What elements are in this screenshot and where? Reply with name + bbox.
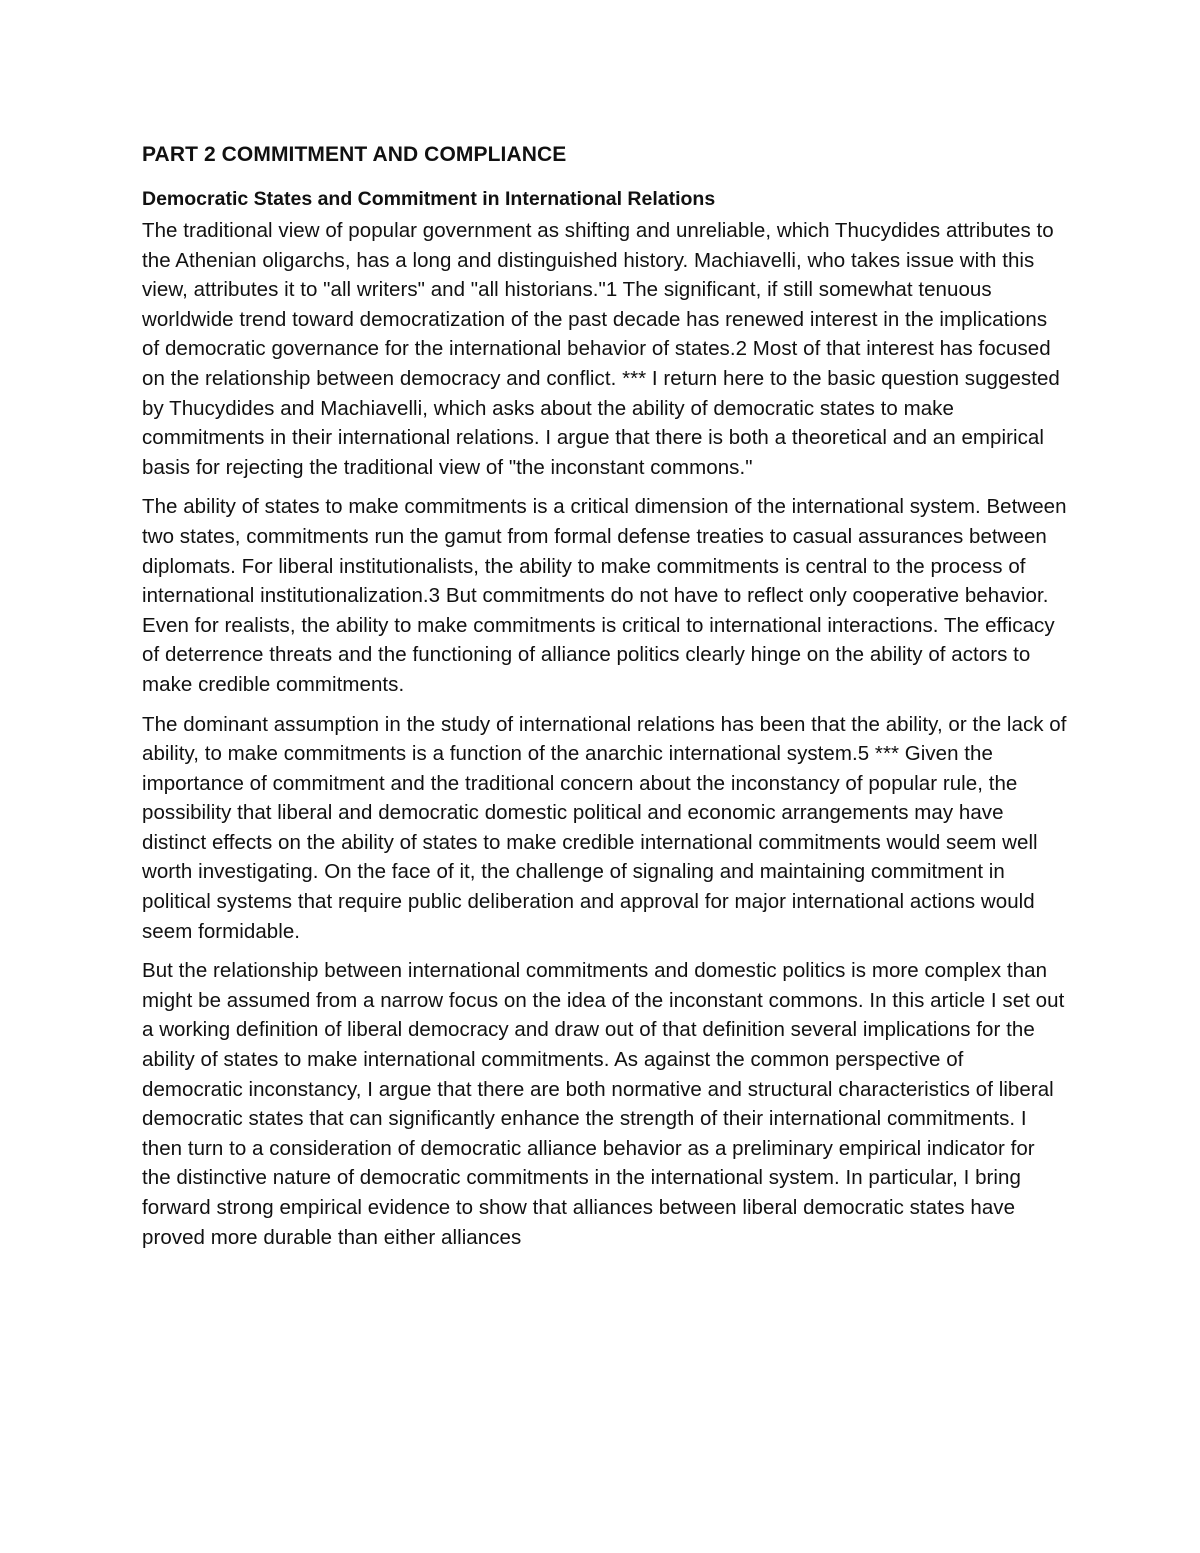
paragraph-1: The traditional view of popular government as shifting and unreliable, which Thucydides attributes to the Athenian oligarchs, has a long and distinguished history. Machiavelli, who takes issue with this view, attributes it to "all writers" and "all historians."1 The significant, if still somewhat tenuous worldwide trend toward democratization of the past decade has renewed interest in the implications of democratic governance for the international behavior of states.2 Most of that interest has focused on the relationship between democracy and conflict. *** I return here to the basic question suggested by Thucydides and Machiavelli, which asks about the ability of democratic states to make commitments in their international relations. I argue that there is both a theoretical and an empirical basis for rejecting the traditional view of "the inconstant commons." xyxy=(142,219,1060,479)
paragraph-3: The dominant assumption in the study of international relations has been that the ability, or the lack of ability, to make commitments is a function of the anarchic international system.5 *** Given the importance of commitment and the traditional concern about the inconstancy of popular rule, the possibility that liberal and democratic domestic political and economic arrangements may have distinct effects on the ability of states to make credible international commitments would seem well worth investigating. On the face of it, the challenge of signaling and maintaining commitment in political systems that require public deliberation and approval for major international actions would seem formidable. xyxy=(142,712,1067,943)
paragraph-4: But the relationship between international commitments and domestic politics is more complex than might be assumed from a narrow focus on the idea of the inconstant commons. In this article I set out a working definition of liberal democracy and draw out of that definition several implications for the ability of states to make international commitments. As against the common perspective of democratic inconstancy, I argue that there are both normative and structural characteristics of liberal democratic states that can significantly enhance the strength of their international commitments. I then turn to a consideration of democratic alliance behavior as a preliminary empirical indicator for the distinctive nature of democratic commitments in the international system. In particular, I bring forward strong empirical evidence to show that alliances between liberal democratic states have proved more durable than either alliances xyxy=(142,959,1065,1249)
section-title: Democratic States and Commitment in International Relations xyxy=(142,188,716,210)
part-title: PART 2 COMMITMENT AND COMPLIANCE xyxy=(142,143,567,166)
paragraph-2: The ability of states to make commitments is a critical dimension of the international system. Between two states, commitments run the gamut from formal defense treaties to casual assurances between diplomats. For liberal institutionalists, the ability to make commitments is central to the process of international institutionalization.3 But commitments do not have to reflect only cooperative behavior. Even for realists, the ability to make commitments is critical to international interactions. The efficacy of deterrence threats and the functioning of alliance politics clearly hinge on the ability of actors to make credible commitments. xyxy=(142,495,1067,696)
document-body xyxy=(142,140,1067,1262)
